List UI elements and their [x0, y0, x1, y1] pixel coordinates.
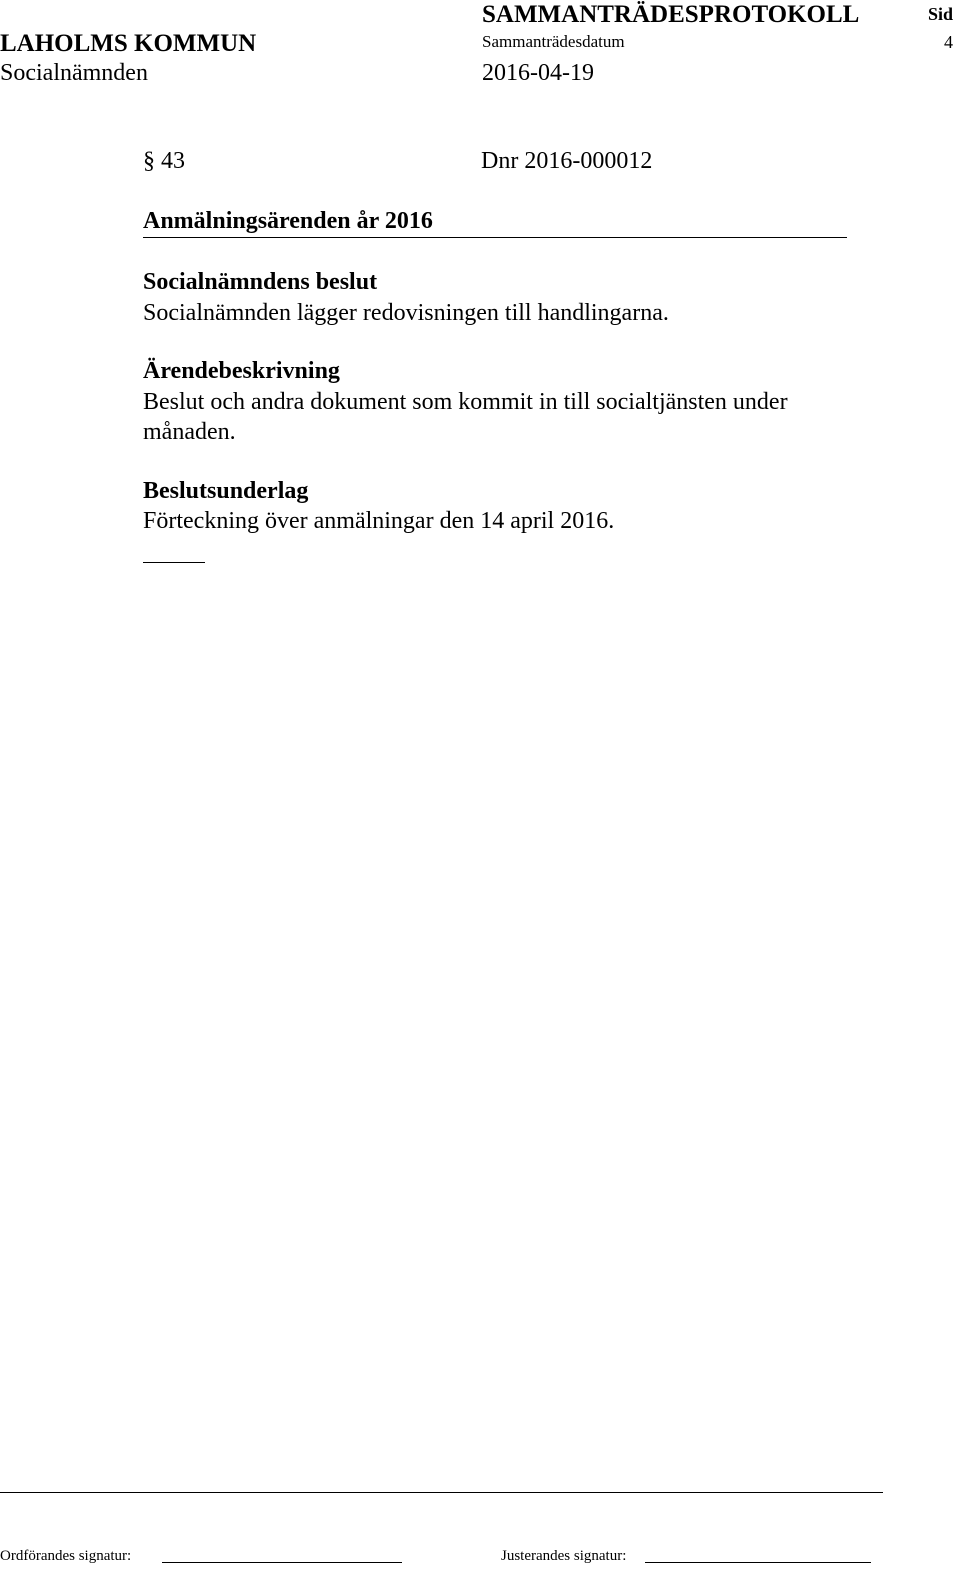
decision-text: Socialnämnden lägger redovisningen till handlingarna.: [143, 300, 669, 326]
paragraph-symbol: §: [143, 148, 155, 174]
adjuster-signature-label: Justerandes signatur:: [501, 1548, 627, 1564]
chair-signature-label: Ordförandes signatur:: [0, 1548, 132, 1564]
committee-name: Socialnämnden: [0, 60, 148, 86]
section-end-divider: [143, 562, 205, 563]
adjuster-signature-line: [645, 1562, 871, 1563]
paragraph-heading: [143, 148, 185, 175]
description-text-line1: Beslut och andra dokument som kommit in till socialtjänsten under: [143, 389, 788, 415]
page-number: 4: [944, 32, 953, 52]
meeting-date-value: 2016-04-19: [482, 60, 594, 86]
basis-text: Förteckning över anmälningar den 14 april 2016.: [143, 508, 615, 534]
organization-name: LAHOLMS KOMMUN: [0, 30, 257, 57]
document-type: SAMMANTRÄDESPROTOKOLL: [482, 1, 860, 28]
paragraph-number: 43: [161, 148, 185, 174]
title-divider: [143, 237, 847, 238]
footer-divider: [0, 1492, 883, 1493]
case-number: Dnr 2016-000012: [481, 148, 653, 174]
page-label: Sid: [928, 4, 954, 24]
description-heading: Ärendebeskrivning: [143, 358, 340, 384]
chair-signature-line: [162, 1562, 402, 1563]
case-title: Anmälningsärenden år 2016: [143, 208, 433, 234]
basis-heading: Beslutsunderlag: [143, 478, 309, 504]
description-text-line2: månaden.: [143, 419, 236, 445]
decision-heading: Socialnämndens beslut: [143, 269, 378, 295]
meeting-date-label: Sammanträdesdatum: [482, 32, 625, 51]
